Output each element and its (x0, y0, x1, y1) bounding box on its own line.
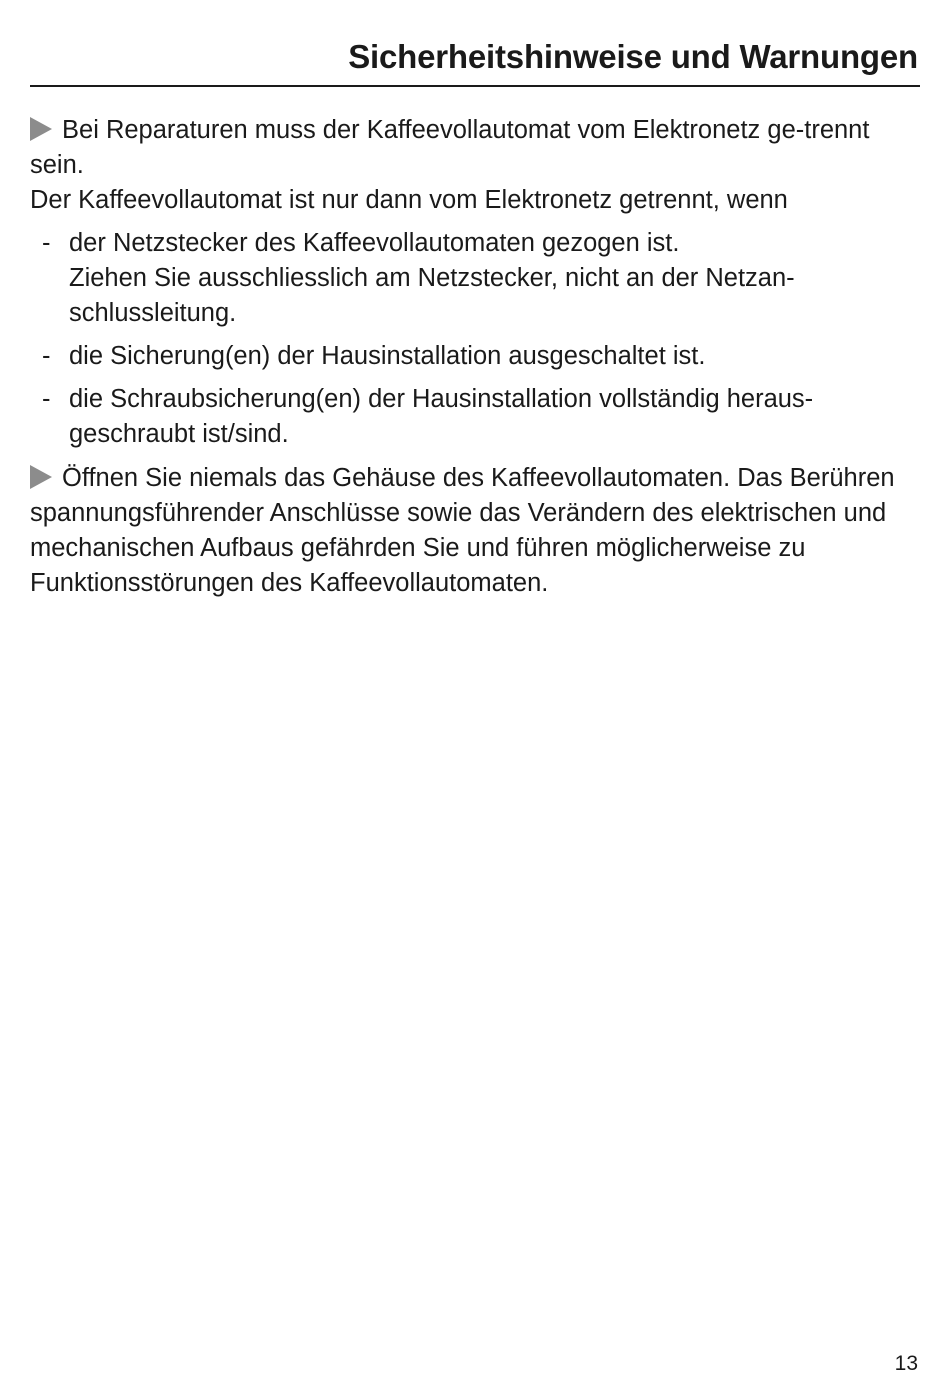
list-item (30, 226, 918, 331)
condition-text: der Netzstecker des Kaffeevollautomaten gezogen ist. (69, 229, 680, 257)
list-item (30, 339, 918, 374)
list-bullet: - (42, 342, 51, 370)
condition-text: die Sicherung(en) der Hausinstallation ausgeschaltet ist. (69, 342, 706, 370)
condition-note: Ziehen Sie ausschliesslich am Netzstecker, nicht an der Netzan-schlussleitung. (69, 264, 795, 327)
condition-text: die Schraubsicherung(en) der Hausinstallation vollständig heraus-geschraubt ist/sind. (69, 385, 814, 448)
list-bullet: - (42, 385, 51, 413)
warning-repairs-text: Bei Reparaturen muss der Kaffeevollautomat vom Elektronetz ge-trennt sein. (30, 116, 870, 179)
list-item (30, 382, 918, 452)
arrow-right-icon (30, 465, 52, 489)
page-number: 13 (894, 1352, 918, 1375)
warning-housing-text: Öffnen Sie niemals das Gehäuse des Kaffeevollautomaten. Das Berühren spannungsführender Anschlüsse sowie das Verändern des elektrischen und mechanischen Aufbaus gefährden Sie und führen möglicherweise zu Funktionsstörungen des Kaffeevollautomaten. (30, 464, 895, 597)
disconnect-conditions-list (30, 226, 918, 452)
safety-content (30, 113, 918, 601)
list-bullet: - (42, 229, 51, 257)
warning-repairs (30, 113, 918, 183)
title-divider (30, 85, 920, 87)
disconnect-intro: Der Kaffeevollautomat ist nur dann vom Elektronetz getrennt, wenn (30, 186, 788, 214)
arrow-right-icon (30, 117, 52, 141)
page-title: Sicherheitshinweise und Warnungen (348, 38, 918, 75)
warning-housing (30, 461, 918, 601)
